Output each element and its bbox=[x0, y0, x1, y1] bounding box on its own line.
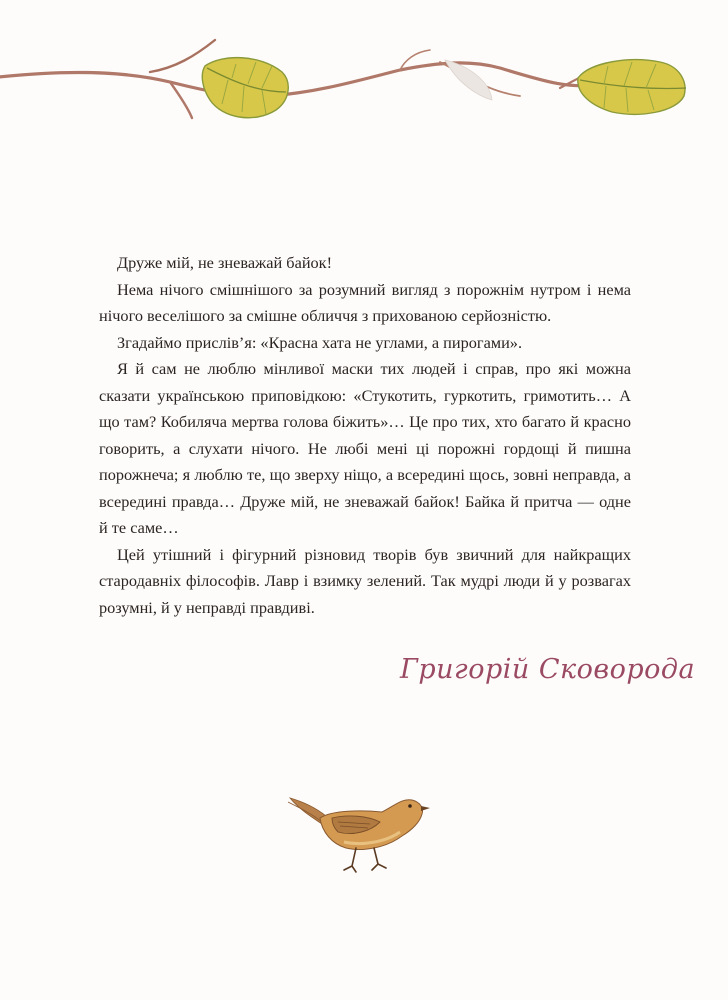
leaf-right-icon bbox=[578, 60, 686, 115]
leaf-left-icon bbox=[202, 58, 288, 118]
paragraph: Цей утішний і фігурний різновид творів був звичний для найкращих стародавніх філософів. Лавр і взимку зелений. Так мудрі люди й у розвагах розумні, й у неправді правдиві. bbox=[99, 544, 631, 617]
paragraph: Згадаймо прислів’я: «Красна хата не углами, а пирогами». bbox=[117, 332, 523, 352]
paragraph: Я й сам не люблю мінливої маски тих людей і справ, про які можна сказати українською приповідкою: «Стукотить, гуркотить, гримотить… А що там? Кобиляча мертва голова біжить»… Це про тих, хто багато й красно говорить, а слухати нічого. Не любі мені ці порожні гордощі й пишна порожнеча; я люблю те, що зверху ніщо, а всередині щось, зовні неправда, а всередині правда… Друже мій, не зневажай байок! Байка й притча — одне й те саме… bbox=[99, 359, 631, 537]
branch-illustration bbox=[0, 0, 728, 200]
main-text bbox=[99, 250, 631, 621]
author-signature: Григорій Сковорода bbox=[400, 654, 696, 685]
paragraph: Друже мій, не зневажай байок! bbox=[117, 253, 333, 272]
bird-illustration bbox=[282, 780, 432, 880]
paragraph: Нема нічого смішнішого за розумний вигляд з порожнім нутром і нема нічого веселішого за смішне обличчя з прихованою серйозністю. bbox=[99, 279, 631, 325]
